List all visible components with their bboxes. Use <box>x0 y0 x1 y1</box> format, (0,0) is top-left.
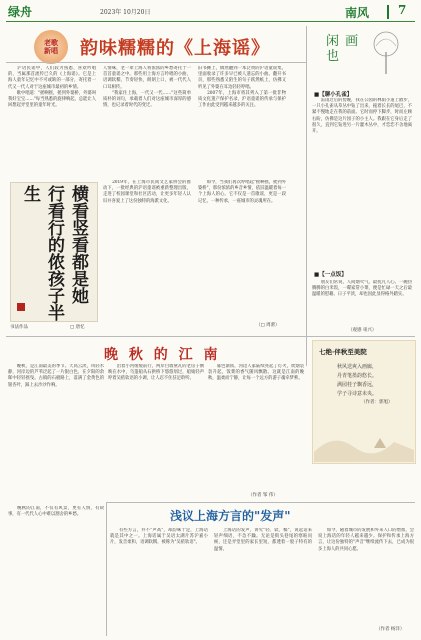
paper-name: 绿舟 <box>8 5 33 19</box>
calligraphy-image <box>10 182 98 322</box>
calligraphy-caption: 书法作品 <box>10 325 28 330</box>
side-sub1-title: ■【聊小孔雀】 <box>314 92 353 98</box>
main-article-col3: 旧书摊上，偶然翻到一本泛黄的沪语童谣集，里面收录了许多早已被人遗忘的小曲。翻开书页，那些熟悉又陌生的句子跃然纸上，仿佛又听见了外婆在耳边轻轻哼唱。 2007年，上海市将其列入了第一批非物质文化遗产保护名录，沪语童谣的传承与保护工作由此受到越来越多的关注。 <box>198 66 286 109</box>
poem-box <box>312 340 416 464</box>
main-article-byline: （□ 周蕾） <box>256 323 280 328</box>
header-rule <box>6 21 415 22</box>
section-badge-text: 老歌新唱 <box>44 38 58 55</box>
side-box-title-2: 画 <box>345 34 359 49</box>
river-article-text1: 晚秋，是江南最美的季节。天高云淡，风轻水静，河岸边的芦苇泛起了一片银白色，在夕阳的余晖中轻轻摇曳。古镇的石板路上，落满了金黄色的银杏叶，踩上去沙沙作响。 <box>8 364 104 388</box>
poem-landscape-image <box>314 412 414 462</box>
main-article-col2: 人情味，老一辈上海人将浓浓的乡愁寄托于一首首童谣之中。那些用上海方言吟唱的小曲，语调软糯，节奏轻快，朗朗上口，被一代代人口耳相传。 "我家住上海，一代又一代……"这些简单质朴的词句，承载着人们对这座城市深厚的感情，也记录着时代的变迁。 <box>103 66 191 109</box>
dialect-article-title: 浅议上海方言的"发声" <box>170 509 291 523</box>
side-box-title-3: 也 <box>326 49 340 64</box>
right-column-divider <box>306 26 307 366</box>
side-sub2-text: 朋友们常说，人间烟火气，最抚凡人心。一碗热腾腾的白米饭，一碟家常小菜，便是忙碌一天之后最温暖的慰藉。日子平淡，却也因此显得格外踏实。 <box>312 280 412 298</box>
side-box-header <box>318 26 414 86</box>
calligraphy-text: 横看竖看都是她 行看行的侬孩子半生 <box>20 185 88 321</box>
tree-sketch-icon <box>362 28 410 76</box>
poem-line-4: 学子寻诗意未央。 <box>337 391 378 397</box>
side-sub2-credit: （观感 束兴） <box>348 328 377 333</box>
section-rule-2 <box>106 502 415 503</box>
side-sub2-title: ■【一点饭】 <box>314 272 347 278</box>
main-article-col1: 沪语民谣中，人们较为熟悉、喜欢吟唱的，当属那首流传已久的《上海谣》。它是上海人童年记忆中不可或缺的一部分，寄托着一代又一代人对于这座城市最初的乡情。 歌中唱道："摇啊摇，摇到外婆桥，外婆叫我好宝宝……"每当熟悉的旋律响起，总能让人回想起弄堂里的童年时光。 <box>8 66 96 109</box>
calligraphy-seal <box>17 303 25 311</box>
poem-credit: （作者：郭旭） <box>361 400 393 405</box>
poem-line-3: 满园桂子飘香远， <box>337 382 378 388</box>
main-article-col2b: 2019年，在上海市民间文艺家协会的推动下，一批经典的沪语童谣被重新整理出版，走进了校园课堂和社区活动，让更多年轻人认识并喜爱上了这份独特的海派文化。 <box>103 180 191 204</box>
section-rule-1 <box>6 336 415 337</box>
river-article-text2: 沿着小河缓缓前行，两岸白墙黛瓦的老房子倒映在水中，乌篷船从石拱桥下悠悠划过，船娘轻声哼着吴侬软语的小调，让人忍不住驻足聆听。 <box>108 364 204 382</box>
river-article-text4: 晚秋的江南，不仅有风景，更有人情，有故事，有一代代人心中难以割舍的乡愁。 <box>8 506 104 518</box>
poem-line-1: 秋风送爽入画廊， <box>337 364 378 370</box>
page-number: 7 <box>398 3 407 17</box>
main-article-col4: 如今，当我们再次哼唱起"摇啊摇，摇到外婆桥"，那份浓浓的乡音乡情，依旧温暖着每一个上海人的心。它不仅是一首歌谣，更是一段记忆，一种传承，一座城市的灵魂所在。 <box>198 180 286 204</box>
poem-line-2: 丹青笔墨韵悠长。 <box>337 373 378 379</box>
side-box-title-1: 闲 <box>326 34 340 49</box>
poem-title: 七绝·伴秋至美院 <box>319 348 367 356</box>
side-sub1-text: 雷雨过后的傍晚，我在公园的林荫小道上散步，一只小孔雀从草丛中钻了出来，拖着长长的尾巴，不紧不慢地走在我的前面。它时而停下脚步，时而左顾右盼，仿佛是这片园子的小主人。我跟在它身后走了很久，直到它钻进另一片灌木丛中，才恋恋不舍地离开。 <box>312 98 412 135</box>
river-article-text3: 暮色渐浓，河边人家陆续亮起了灯火，炊烟袅袅升起，饭菜的香气随风飘散。这就是江南的晚秋，温柔而宁静，让每一个远方的游子魂牵梦萦。 <box>208 364 304 382</box>
side-box-title <box>326 34 358 64</box>
issue-date: 2023年 10月20日 <box>100 9 151 16</box>
section-badge <box>34 30 68 64</box>
dialect-article-credit: （作者 杨洋） <box>376 627 405 632</box>
bottom-divider <box>106 502 107 636</box>
title-rule <box>6 62 306 63</box>
dialect-article-text3: 如今，随着城市的发展和外来人口的增加，会说上海话的年轻人越来越少。保护和传承上海方言，让这份独特的"声音"继续流传下去，已成为很多上海人的共同心愿。 <box>318 528 414 552</box>
header-divider <box>387 5 389 19</box>
brand-logo <box>345 2 369 21</box>
brand-name: 南风 <box>345 6 370 20</box>
dialect-article-text2: 上海话的发声，讲究"轻、软、糯"，说起话来轻声细语，不急不躁。无论是街头巷尾的寒暄问候，还是弄堂里的家长里短，都透着一股子特有的温情。 <box>214 528 312 552</box>
calligraphy-credit: □ 唐忆 <box>70 325 85 330</box>
dialect-article-text1: 有些方言，并不"声高"，却韵味十足，上海话就是其中之一。上海话属于吴语太湖片苏沪嘉小片，发音柔和，语调软糯，被称为"吴侬软语"。 <box>110 528 208 546</box>
river-article-title: 晚 秋 的 江 南 <box>104 347 221 363</box>
river-article-credit: （作者 邹 伟） <box>248 493 278 498</box>
main-article-title: 韵味糯糯的《上海谣》 <box>80 38 270 59</box>
